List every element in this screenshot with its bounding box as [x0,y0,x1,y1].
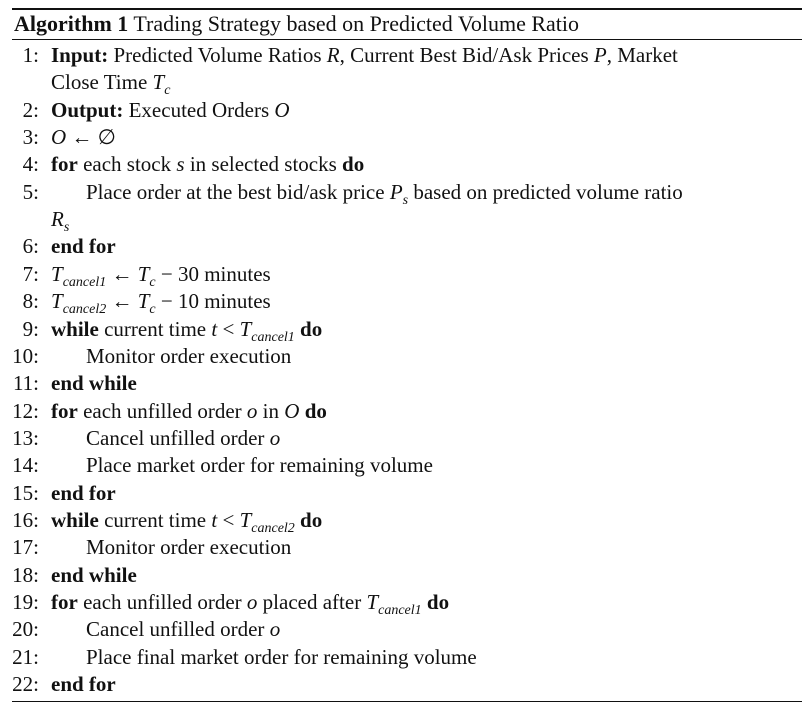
algorithm-caption [14,10,579,38]
algorithm-line [0,398,809,425]
keyword: while [51,507,99,532]
math-symbol: cancel2 [62,302,107,318]
algorithm-line [0,644,809,671]
line-code [51,589,449,616]
line-code [86,452,433,479]
line-code [51,507,322,534]
line-number: 17: [12,535,39,560]
keyword: do [300,316,323,341]
line-code [51,671,116,698]
caption-rule [12,39,802,40]
math-symbol: c [164,83,171,99]
keyword: while [51,316,99,341]
keyword: end for [51,234,116,259]
line-number: 1: [22,43,39,67]
line-code [51,97,290,124]
math-symbol: T [239,507,252,532]
line-number: 2: [22,97,39,122]
line-text: current time [98,507,212,532]
keyword: end for [51,672,116,697]
algorithm-line [0,507,809,534]
math-symbol: T [51,289,63,314]
line-number: 14: [12,453,39,478]
keyword: end while [51,562,137,587]
line-text: placed after [257,590,367,614]
algorithm-line [0,343,809,370]
line-text: Predicted Volume Ratios [108,43,327,67]
algorithm-line [0,452,809,479]
algorithm-line [0,562,809,589]
line-text: each unfilled order [77,398,247,423]
line-number: 22: [12,672,39,697]
math-symbol: T [239,316,252,341]
keyword: end while [51,371,137,396]
line-number: 16: [12,507,39,532]
math-symbol: t [211,507,218,532]
algorithm-line [0,370,809,397]
line-number: 12: [12,398,39,423]
math-symbol: o [269,617,281,642]
line-number: 7: [22,261,39,286]
math-symbol: cancel1 [251,329,295,345]
algorithm-line [0,97,809,124]
line-number: 15: [12,480,39,505]
algorithm-line [0,233,809,260]
line-code [86,644,477,671]
line-text: Cancel unfilled order [86,617,270,642]
line-text: < [217,507,240,532]
math-symbol: s [176,152,185,177]
line-number: 3: [22,125,39,150]
bottom-rule [12,701,802,702]
line-text: in [257,398,285,423]
line-text: , Market [606,43,678,67]
algorithm-line [0,534,809,561]
line-number: 21: [12,644,39,669]
line-number: 10: [12,343,39,368]
math-symbol: O [284,398,300,423]
keyword: do [342,152,365,177]
math-symbol: c [149,302,156,318]
keyword: end for [51,480,116,505]
line-text: ← [106,289,138,314]
line-code [86,425,280,452]
algorithm-line [0,206,809,236]
line-code [51,288,271,318]
line-text: each stock [77,152,177,177]
line-number: 11: [12,371,39,396]
algorithm-label: Algorithm 1 [14,11,129,36]
line-code [51,42,678,69]
line-code [86,179,683,206]
line-number: 20: [12,617,39,642]
algorithm-line [0,42,809,69]
math-symbol: P [389,179,403,204]
math-symbol: t [211,316,218,341]
keyword: do [304,398,327,423]
line-text: ← [106,261,138,286]
line-number: 9: [22,316,39,341]
line-number: 5: [22,179,39,204]
math-symbol: T [137,261,150,286]
line-number: 19: [12,590,39,614]
line-text: Place final market order for remaining volume [86,644,477,669]
line-text: Close Time [51,70,153,95]
math-symbol: s [63,220,70,236]
math-symbol: cancel1 [378,603,422,618]
line-text: ← ∅ [66,125,116,150]
algorithm-line [0,480,809,507]
algorithm-line [0,425,809,452]
line-number: 6: [22,234,39,259]
line-text: current time [98,316,212,341]
line-text: each unfilled order [77,590,247,614]
math-symbol: T [137,289,150,314]
math-symbol: cancel1 [62,274,107,290]
keyword: for [51,590,78,614]
math-symbol: o [246,590,258,614]
math-symbol: T [366,590,379,614]
line-text: − 30 minutes [155,261,271,286]
algorithm-line [0,124,809,151]
math-symbol: o [246,398,258,423]
line-number: 4: [22,152,39,177]
math-symbol: O [274,97,290,122]
algorithm-line [0,261,809,288]
line-number: 8: [22,289,39,314]
line-code [51,124,116,151]
line-number: 13: [12,425,39,450]
algorithm-line [0,589,809,616]
line-code [51,316,322,343]
line-code [51,233,116,260]
algorithm-line [0,179,809,206]
math-symbol: cancel2 [251,520,295,536]
line-text: Place market order for remaining volume [86,453,433,478]
keyword: for [51,398,78,423]
line-code [51,562,137,589]
line-text: , Current Best Bid/Ask Prices [339,43,594,67]
keyword: for [51,152,78,177]
algorithm-line [0,69,809,99]
line-code [51,398,327,425]
line-text: in selected stocks [184,152,343,177]
algorithm-title: Trading Strategy based on Predicted Volume Ratio [133,11,580,36]
line-text: Monitor order execution [86,535,292,560]
math-symbol: P [593,43,607,67]
line-text: Place order at the best bid/ask price [86,179,390,204]
line-code [86,343,291,370]
line-text: Cancel unfilled order [86,425,270,450]
algorithm-line [0,616,809,643]
line-text: − 10 minutes [155,289,271,314]
line-code [51,69,171,99]
line-code [51,370,137,397]
line-code [86,534,291,561]
keyword: Output: [51,97,124,122]
math-symbol: c [149,274,156,290]
math-symbol: o [269,425,281,450]
line-text: Monitor order execution [86,343,292,368]
line-number: 18: [12,562,39,587]
math-symbol: T [51,261,63,286]
algorithm-line [0,316,809,343]
math-symbol: s [402,192,409,208]
math-symbol: R [51,207,64,232]
keyword: Input: [51,43,109,67]
line-text: < [217,316,240,341]
line-code [51,151,364,178]
line-code [51,261,271,288]
math-symbol: O [51,125,67,150]
math-symbol: R [326,43,340,67]
line-text: based on predicted volume ratio [408,179,683,204]
line-code [51,480,116,507]
line-code [86,616,280,643]
algorithm-line [0,288,809,318]
keyword: do [300,507,323,532]
math-symbol: T [152,70,165,95]
line-text: Executed Orders [123,97,275,122]
keyword: do [426,590,450,614]
line-code [51,206,70,236]
algorithm-line [0,151,809,178]
algorithm-line [0,671,809,698]
